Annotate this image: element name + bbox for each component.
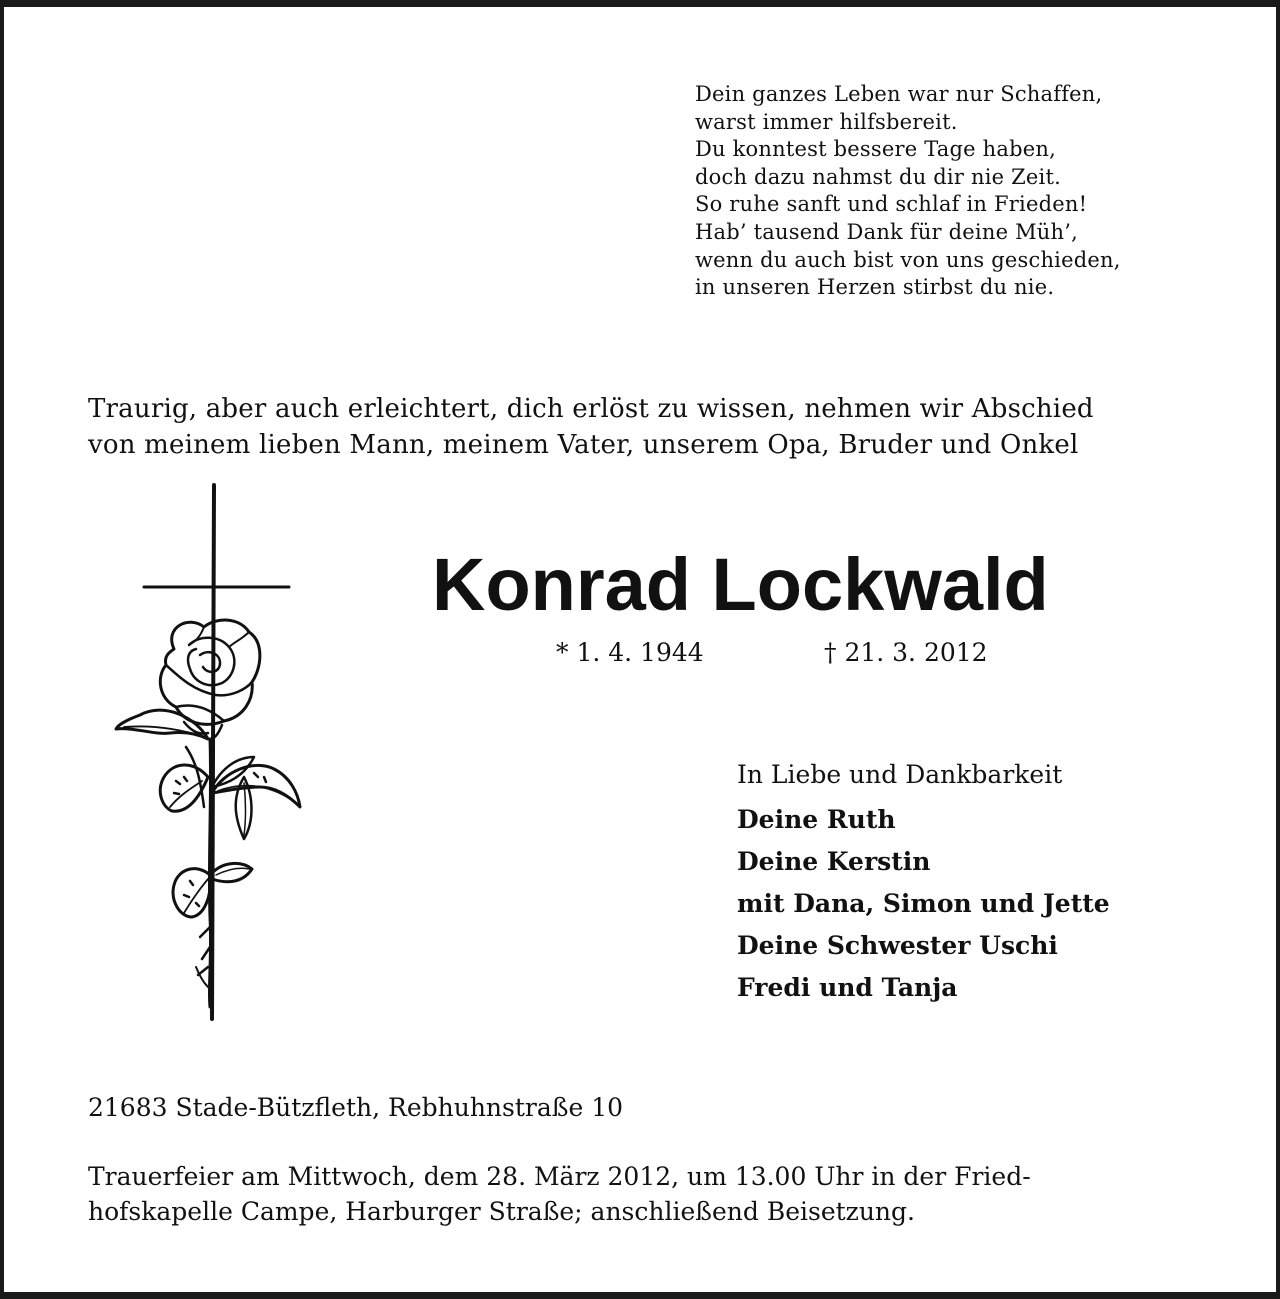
deceased-name: Konrad Lockwald (432, 543, 1049, 626)
mourner-name: Deine Kerstin (737, 847, 931, 876)
intro-text (88, 391, 1248, 463)
mourner-name: Deine Schwester Uschi (737, 931, 1058, 960)
intro-line: von meinem lieben Mann, meinem Vater, unserem Opa, Bruder und Onkel (88, 430, 1079, 460)
ceremony-line: hofskapelle Campe, Harburger Straße; anschließend Beisetzung. (88, 1197, 915, 1226)
poem-line: warst immer hilfsbereit. (695, 109, 958, 134)
birth-date: * 1. 4. 1944 (556, 638, 704, 667)
poem (695, 81, 1255, 302)
poem-line: So ruhe sanft und schlaf in Frieden! (695, 192, 1088, 217)
intro-line: Traurig, aber auch erleichtert, dich erlöst zu wissen, nehmen wir Abschied (88, 394, 1094, 424)
ceremony-line: Trauerfeier am Mittwoch, dem 28. März 2012, um 13.00 Uhr in der Fried- (88, 1162, 1031, 1191)
mourners-lead: In Liebe und Dankbarkeit (737, 760, 1063, 789)
mourners-block (737, 757, 1257, 1009)
poem-line: in unseren Herzen stirbst du nie. (695, 275, 1055, 300)
poem-line: Du konntest bessere Tage haben, (695, 137, 1056, 162)
poem-line: wenn du auch bist von uns geschieden, (695, 247, 1121, 272)
ceremony-info (88, 1159, 1248, 1229)
address: 21683 Stade-Bützfleth, Rebhuhnstraße 10 (88, 1093, 624, 1122)
mourner-name: Deine Ruth (737, 805, 896, 834)
poem-line: Hab’ tausend Dank für deine Müh’, (695, 219, 1078, 244)
mourner-name: Fredi und Tanja (737, 973, 958, 1002)
mourner-name: mit Dana, Simon und Jette (737, 889, 1110, 918)
death-date: † 21. 3. 2012 (824, 638, 988, 667)
poem-line: Dein ganzes Leben war nur Schaffen, (695, 82, 1103, 106)
cross-with-rose-icon (104, 477, 314, 1027)
poem-line: doch dazu nahmst du dir nie Zeit. (695, 164, 1061, 189)
